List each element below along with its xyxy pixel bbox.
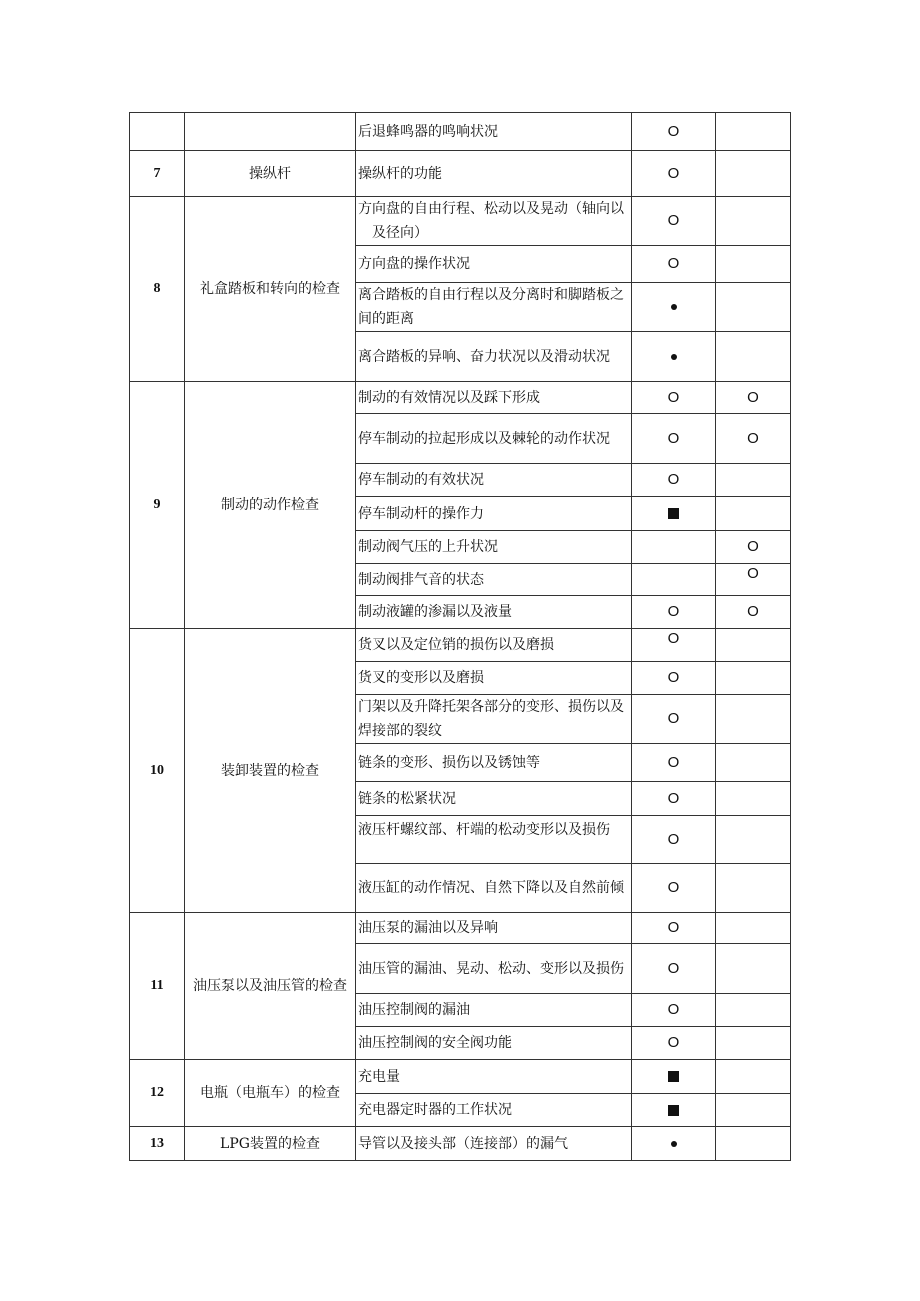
mark-cell <box>716 744 791 782</box>
mark-cell <box>716 564 791 596</box>
section-category: 礼盒踏板和转向的检查 <box>185 197 356 382</box>
mark-cell <box>632 283 716 332</box>
mark-value: O <box>747 565 759 582</box>
check-item: 停车制动杆的操作力 <box>356 497 632 531</box>
mark-cell: O <box>632 913 716 944</box>
mark-cell: O <box>632 464 716 497</box>
mark-cell <box>632 531 716 564</box>
section-category: LPG装置的检查 <box>185 1127 356 1161</box>
mark-cell: O <box>632 695 716 744</box>
check-item: 货叉以及定位销的损伤以及磨损 <box>356 629 632 662</box>
mark-cell <box>716 944 791 994</box>
check-item: 后退蜂鸣器的鸣响状况 <box>356 113 632 151</box>
section-category: 制动的动作检查 <box>185 382 356 629</box>
mark-cell: O <box>632 944 716 994</box>
mark-cell: O <box>632 382 716 414</box>
mark-cell <box>632 497 716 531</box>
mark-cell: O <box>632 782 716 816</box>
mark-cell: O <box>632 113 716 151</box>
mark-value: O <box>667 630 680 647</box>
mark-cell <box>716 1094 791 1127</box>
mark-cell <box>632 332 716 382</box>
check-item: 方向盘的操作状况 <box>356 246 632 283</box>
section-number: 8 <box>130 197 185 382</box>
check-item: 液压杆螺纹部、杆端的松动变形以及损伤 <box>356 816 632 864</box>
mark-cell <box>716 464 791 497</box>
mark-cell <box>716 197 791 246</box>
mark-cell <box>716 1027 791 1060</box>
filled-square-icon <box>668 1105 679 1116</box>
check-item: 制动阀排气音的状态 <box>356 564 632 596</box>
table-row <box>130 382 791 414</box>
mark-cell <box>716 497 791 531</box>
check-item: 链条的松紧状况 <box>356 782 632 816</box>
mark-cell: O <box>632 151 716 197</box>
check-item: 操纵杆的功能 <box>356 151 632 197</box>
table-row <box>130 913 791 944</box>
mark-cell: O <box>632 662 716 695</box>
check-item: 充电器定时器的工作状况 <box>356 1094 632 1127</box>
section-number: 10 <box>130 629 185 913</box>
check-item: 充电量 <box>356 1060 632 1094</box>
bullet-dot-icon <box>671 354 677 360</box>
section-number <box>130 113 185 151</box>
check-item: 制动的有效情况以及踩下形成 <box>356 382 632 414</box>
section-category: 操纵杆 <box>185 151 356 197</box>
mark-cell: O <box>632 246 716 283</box>
section-category: 油压泵以及油压管的检查 <box>185 913 356 1060</box>
table-row <box>130 197 791 246</box>
mark-cell <box>716 283 791 332</box>
table-row <box>130 1127 791 1161</box>
filled-square-icon <box>668 1071 679 1082</box>
table-row <box>130 629 791 662</box>
mark-cell: O <box>716 414 791 464</box>
check-item: 导管以及接头部（连接部）的漏气 <box>356 1127 632 1161</box>
section-number: 7 <box>130 151 185 197</box>
check-item-text: 方向盘的自由行程、松动以及晃动（轴向以及径向） <box>358 201 624 241</box>
mark-cell <box>632 564 716 596</box>
check-item: 离合踏板的自由行程以及分离时和脚踏板之间的距离 <box>356 283 632 332</box>
mark-cell: O <box>632 864 716 913</box>
mark-cell <box>716 913 791 944</box>
check-item <box>356 197 632 246</box>
mark-cell <box>716 332 791 382</box>
mark-cell <box>716 816 791 864</box>
mark-cell <box>716 782 791 816</box>
mark-cell <box>632 629 716 662</box>
table-row <box>130 151 791 197</box>
section-category <box>185 113 356 151</box>
mark-cell <box>632 1060 716 1094</box>
bullet-dot-icon <box>671 304 677 310</box>
check-item: 液压缸的动作情况、自然下降以及自然前倾 <box>356 864 632 913</box>
bullet-dot-icon <box>671 1141 677 1147</box>
filled-square-icon <box>668 508 679 519</box>
check-item: 门架以及升降托架各部分的变形、损伤以及焊接部的裂纹 <box>356 695 632 744</box>
mark-cell: O <box>716 531 791 564</box>
mark-cell <box>716 151 791 197</box>
mark-cell <box>716 994 791 1027</box>
mark-cell: O <box>632 1027 716 1060</box>
mark-cell <box>716 246 791 283</box>
mark-cell: O <box>632 744 716 782</box>
section-number: 13 <box>130 1127 185 1161</box>
check-item: 离合踏板的异响、奋力状况以及滑动状况 <box>356 332 632 382</box>
mark-cell <box>716 864 791 913</box>
mark-cell <box>632 1094 716 1127</box>
mark-cell: O <box>632 816 716 864</box>
check-item: 制动液罐的渗漏以及液量 <box>356 596 632 629</box>
mark-cell: O <box>632 414 716 464</box>
check-item: 油压泵的漏油以及异响 <box>356 913 632 944</box>
table-row <box>130 113 791 151</box>
mark-cell: O <box>716 382 791 414</box>
mark-cell <box>716 1127 791 1161</box>
check-item: 油压控制阀的安全阀功能 <box>356 1027 632 1060</box>
inspection-table <box>129 112 791 1161</box>
mark-cell <box>716 113 791 151</box>
section-number: 9 <box>130 382 185 629</box>
mark-cell <box>716 695 791 744</box>
check-item: 链条的变形、损伤以及锈蚀等 <box>356 744 632 782</box>
mark-cell <box>716 629 791 662</box>
mark-cell <box>632 1127 716 1161</box>
check-item: 停车制动的拉起形成以及棘轮的动作状况 <box>356 414 632 464</box>
mark-cell: O <box>716 596 791 629</box>
mark-cell: O <box>632 994 716 1027</box>
check-item: 货叉的变形以及磨损 <box>356 662 632 695</box>
section-number: 12 <box>130 1060 185 1127</box>
mark-cell <box>716 1060 791 1094</box>
mark-cell: O <box>632 596 716 629</box>
check-item: 油压控制阀的漏油 <box>356 994 632 1027</box>
section-category: 装卸装置的检查 <box>185 629 356 913</box>
section-number: 11 <box>130 913 185 1060</box>
mark-cell: O <box>632 197 716 246</box>
mark-cell <box>716 662 791 695</box>
check-item: 制动阀气压的上升状况 <box>356 531 632 564</box>
table-row <box>130 1060 791 1094</box>
check-item: 停车制动的有效状况 <box>356 464 632 497</box>
section-category: 电瓶（电瓶车）的检查 <box>185 1060 356 1127</box>
check-item: 油压管的漏油、晃动、松动、变形以及损伤 <box>356 944 632 994</box>
